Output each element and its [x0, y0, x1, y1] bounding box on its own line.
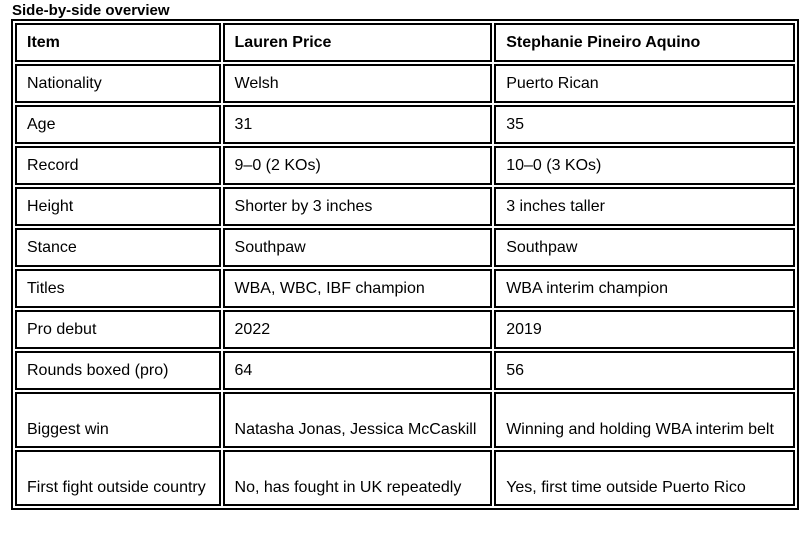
cell-lauren-price: Southpaw — [223, 228, 493, 267]
cell-lauren-price: 64 — [223, 351, 493, 390]
cell-lauren-price: Natasha Jonas, Jessica McCaskill — [223, 392, 493, 448]
row-label: Nationality — [15, 64, 221, 103]
row-label: Rounds boxed (pro) — [15, 351, 221, 390]
cell-lauren-price: Welsh — [223, 64, 493, 103]
cell-lauren-price: No, has fought in UK repeatedly — [223, 450, 493, 506]
header-stephanie-pineiro-aquino: Stephanie Pineiro Aquino — [494, 23, 795, 62]
table-row — [15, 351, 795, 390]
cell-stephanie-pineiro-aquino: Southpaw — [494, 228, 795, 267]
cell-stephanie-pineiro-aquino: 2019 — [494, 310, 795, 349]
comparison-table — [11, 19, 799, 510]
cell-stephanie-pineiro-aquino: Yes, first time outside Puerto Rico — [494, 450, 795, 506]
header-item: Item — [15, 23, 221, 62]
header-lauren-price: Lauren Price — [223, 23, 493, 62]
cell-lauren-price: 2022 — [223, 310, 493, 349]
table-caption: Side-by-side overview — [12, 2, 170, 19]
table-row — [15, 269, 795, 308]
cell-stephanie-pineiro-aquino: 3 inches taller — [494, 187, 795, 226]
table-row — [15, 392, 795, 448]
table-row — [15, 64, 795, 103]
cell-lauren-price: WBA, WBC, IBF champion — [223, 269, 493, 308]
row-label: Height — [15, 187, 221, 226]
row-label: Pro debut — [15, 310, 221, 349]
cell-stephanie-pineiro-aquino: WBA interim champion — [494, 269, 795, 308]
row-label: Biggest win — [15, 392, 221, 448]
table-row — [15, 310, 795, 349]
table-row — [15, 228, 795, 267]
table-row — [15, 450, 795, 506]
cell-stephanie-pineiro-aquino: 10–0 (3 KOs) — [494, 146, 795, 185]
row-label: Titles — [15, 269, 221, 308]
cell-stephanie-pineiro-aquino: Winning and holding WBA interim belt — [494, 392, 795, 448]
cell-lauren-price: 9–0 (2 KOs) — [223, 146, 493, 185]
row-label: Age — [15, 105, 221, 144]
cell-stephanie-pineiro-aquino: 56 — [494, 351, 795, 390]
cell-lauren-price: 31 — [223, 105, 493, 144]
cell-stephanie-pineiro-aquino: 35 — [494, 105, 795, 144]
cell-lauren-price: Shorter by 3 inches — [223, 187, 493, 226]
table-row — [15, 146, 795, 185]
row-label: First fight outside country — [15, 450, 221, 506]
table-row — [15, 105, 795, 144]
header-row — [15, 23, 795, 62]
table-row — [15, 187, 795, 226]
row-label: Stance — [15, 228, 221, 267]
cell-stephanie-pineiro-aquino: Puerto Rican — [494, 64, 795, 103]
row-label: Record — [15, 146, 221, 185]
